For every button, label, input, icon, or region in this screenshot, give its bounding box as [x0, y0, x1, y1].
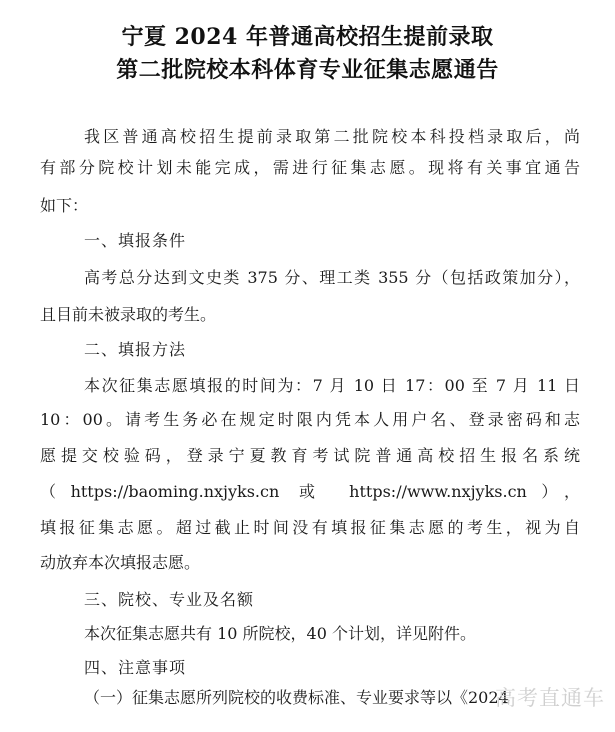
intro-line-2: 有部分院校计划未能完成，需进行征集志愿。现将有关事宜通告 [40, 158, 580, 177]
section-heading-conditions: 一、填报条件 [84, 231, 187, 250]
watermark-text: 高考直通车 [495, 686, 605, 710]
intro-line-1: 我区普通高校招生提前录取第二批院校本科投档录取后，尚 [84, 127, 580, 146]
method-line-5: 填报征集志愿。超过截止时间没有填报征集志愿的考生，视为自 [40, 518, 580, 537]
method-line-2: 10：00。请考生务必在规定时限内凭本人用户名、登录密码和志 [40, 410, 580, 429]
notes-line-1: （一）征集志愿所列院校的收费标准、专业要求等以《2024 [84, 688, 509, 707]
document-title-line-1: 宁夏 2024 年普通高校招生提前录取 [121, 24, 494, 50]
conditions-line-2: 且目前未被录取的考生。 [40, 305, 217, 324]
section-heading-method: 二、填报方法 [84, 340, 187, 359]
method-line-1: 本次征集志愿填报的时间为：7 月 10 日 17：00 至 7 月 11 日 [84, 376, 580, 395]
document-title-line-2: 第二批院校本科体育专业征集志愿通告 [116, 57, 499, 83]
method-line-3: 愿提交校验码，登录宁夏教育考试院普通高校招生报名系统 [40, 446, 580, 465]
method-line-urls: （https://baoming.nxjyks.cn 或 https://www.nxjyks.cn）， [40, 482, 580, 501]
conditions-line-1: 高考总分达到文史类 375 分、理工类 355 分（包括政策加分）， [84, 268, 580, 287]
quota-line-1: 本次征集志愿共有 10 所院校，40 个计划，详见附件。 [84, 624, 476, 643]
section-heading-quota: 三、院校、专业及名额 [84, 590, 255, 609]
section-heading-notes: 四、注意事项 [84, 658, 187, 677]
method-line-6: 动放弃本次填报志愿。 [40, 553, 201, 572]
intro-line-3: 如下： [40, 196, 89, 215]
